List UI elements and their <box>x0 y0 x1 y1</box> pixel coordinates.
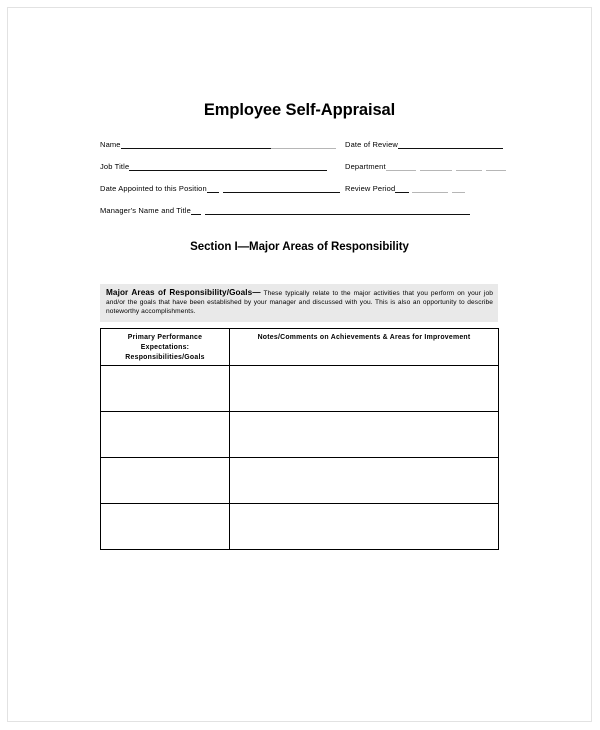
field-rule-review-period-c[interactable] <box>452 192 465 193</box>
table-cell-notes[interactable] <box>230 412 499 458</box>
field-date-of-review[interactable] <box>345 140 503 151</box>
table-cell-notes[interactable] <box>230 458 499 504</box>
document-body <box>8 8 591 721</box>
section-heading: Section I—Major Areas of Responsibility <box>190 241 409 253</box>
field-rule-date-appointed-a[interactable] <box>207 192 219 193</box>
field-date-appointed[interactable] <box>100 184 340 195</box>
field-name[interactable] <box>100 140 336 151</box>
employee-info-form <box>100 140 511 228</box>
field-label-date-appointed: Date Appointed to this Position <box>100 184 207 193</box>
field-rule-name-ext[interactable] <box>271 148 336 149</box>
field-rule-review-period-a[interactable] <box>395 192 409 193</box>
form-row-manager <box>100 206 511 228</box>
table-header-notes-comments: Notes/Comments on Achievements & Areas for Improvement <box>230 329 499 366</box>
field-rule-date-appointed-b[interactable] <box>223 192 340 193</box>
field-rule-review-period-b[interactable] <box>412 192 448 193</box>
table-cell-notes[interactable] <box>230 366 499 412</box>
field-label-name: Name <box>100 140 121 149</box>
field-department[interactable] <box>345 162 506 173</box>
responsibility-note-box <box>100 284 498 322</box>
table-row <box>101 458 499 504</box>
field-label-job-title: Job Title <box>100 162 130 171</box>
field-label-review-period: Review Period <box>345 184 396 193</box>
table-header-primary-line-3: Responsibilities/Goals <box>125 354 205 361</box>
note-body-text: These typically relate to the major activities that you perform on your job and/or the goals that have been established by your manager and discussed with you. This is also an opportunity to describe noteworthy accomplishments. <box>106 290 494 316</box>
table-row <box>101 366 499 412</box>
table-header-primary-expectations <box>101 329 230 366</box>
field-label-manager-name-title: Manager's Name and Title <box>100 206 191 215</box>
page-title: Employee Self-Appraisal <box>203 101 396 119</box>
table-header-primary-line-2: Expectations: <box>140 344 190 351</box>
field-rule-date-of-review[interactable] <box>398 148 503 149</box>
form-row-date-appointed <box>100 184 511 206</box>
table-cell-responsibility[interactable] <box>101 458 230 504</box>
table-row <box>101 412 499 458</box>
table-header-row <box>101 329 499 366</box>
field-rule-manager-b[interactable] <box>205 214 470 215</box>
field-rule-department-c[interactable] <box>456 170 482 171</box>
table-header-primary-line-1: Primary Performance <box>127 334 203 341</box>
field-review-period[interactable] <box>345 184 465 195</box>
form-row-job-title <box>100 162 511 184</box>
responsibilities-table <box>100 328 499 550</box>
note-lead-label: Major Areas of Responsibility/Goals— <box>106 288 261 297</box>
field-rule-department-b[interactable] <box>420 170 452 171</box>
field-rule-department-a[interactable] <box>386 170 416 171</box>
field-rule-department-d[interactable] <box>486 170 506 171</box>
field-job-title[interactable] <box>100 162 327 173</box>
field-rule-name[interactable] <box>121 148 271 149</box>
field-label-date-of-review: Date of Review <box>345 140 398 149</box>
field-label-department: Department <box>345 162 386 171</box>
document-page <box>7 7 592 722</box>
field-manager-name-title[interactable] <box>100 206 470 217</box>
field-rule-manager-a[interactable] <box>191 214 201 215</box>
table-cell-responsibility[interactable] <box>101 366 230 412</box>
form-row-name <box>100 140 511 162</box>
table-row <box>101 504 499 550</box>
field-rule-job-title[interactable] <box>129 170 327 171</box>
table-cell-responsibility[interactable] <box>101 504 230 550</box>
table-cell-responsibility[interactable] <box>101 412 230 458</box>
table-cell-notes[interactable] <box>230 504 499 550</box>
